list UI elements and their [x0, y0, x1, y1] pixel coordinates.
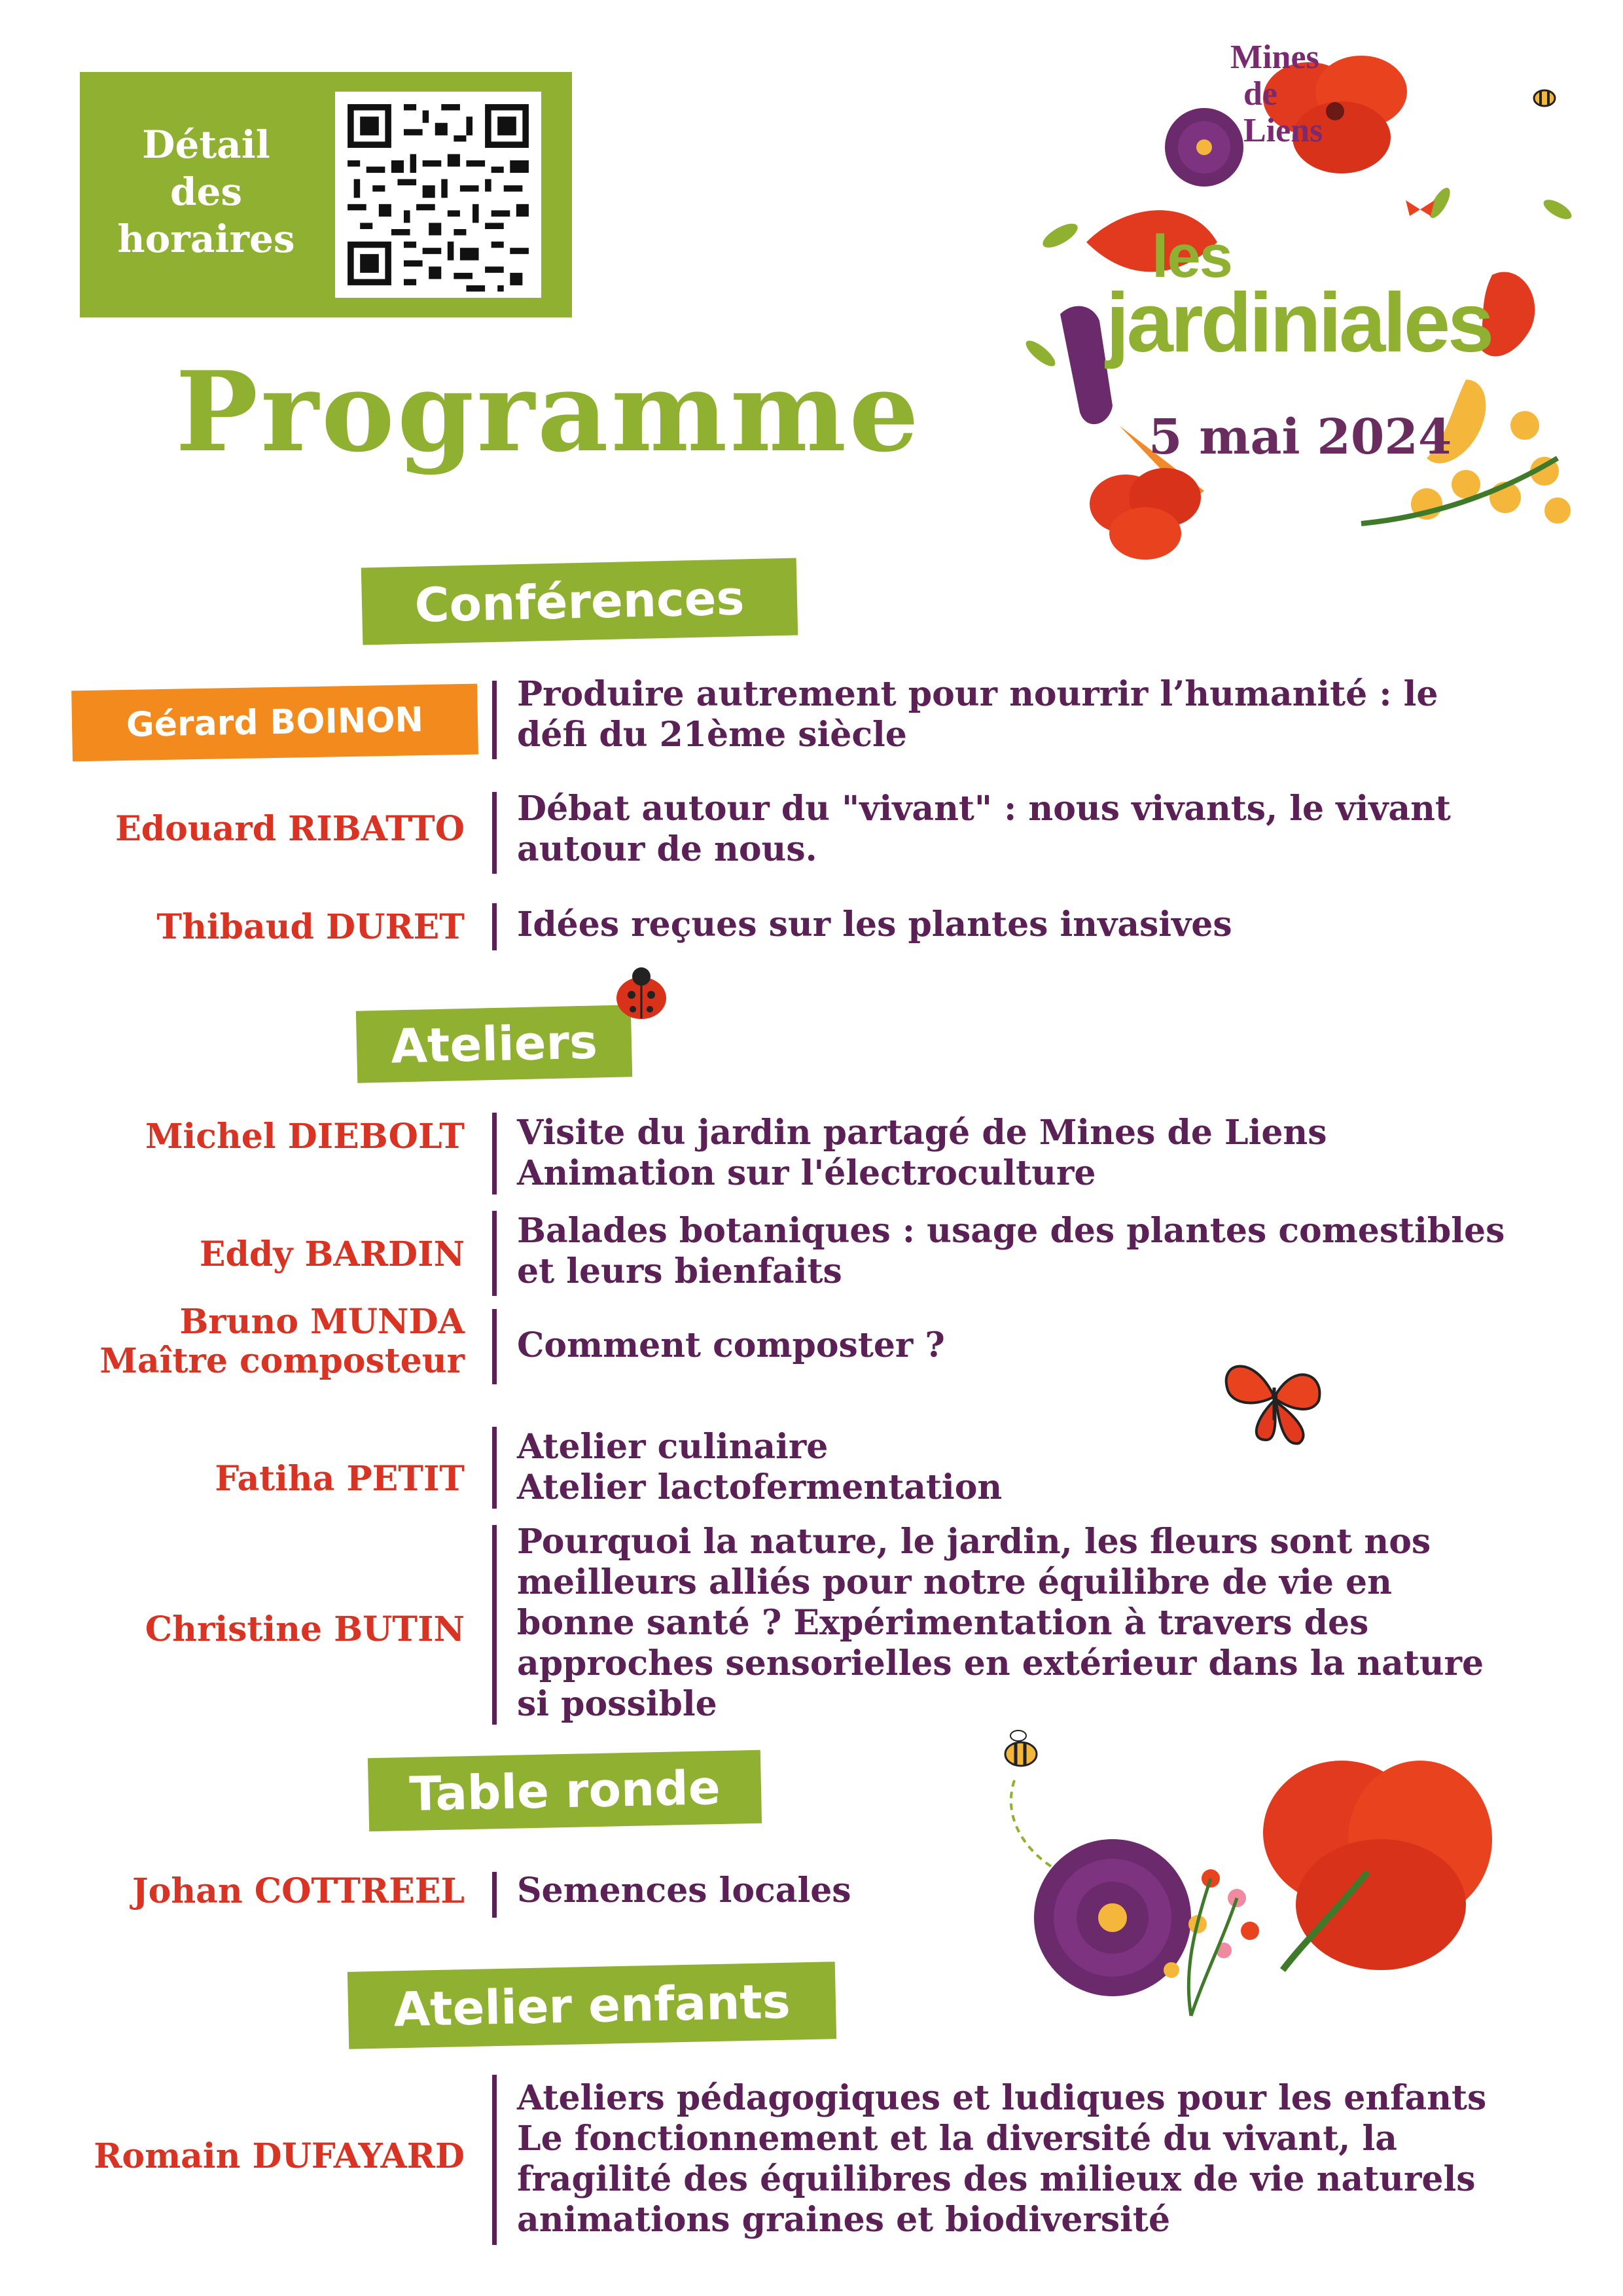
divider	[492, 1211, 497, 1296]
speaker-name: Christine BUTIN	[145, 1609, 465, 1649]
desc-line: Comment composter ?	[517, 1325, 945, 1365]
talk-description	[517, 789, 1551, 870]
divider	[492, 792, 497, 874]
section-atelier-enfants: Atelier enfants	[348, 1962, 836, 2049]
desc-line: Animation sur l'électroculture	[517, 1153, 1096, 1193]
workshop-description	[517, 1522, 1551, 1725]
divider	[492, 1872, 497, 1918]
desc-line: Atelier lactofermentation	[517, 1467, 1003, 1507]
desc-line: défi du 21ème siècle	[517, 715, 907, 755]
speaker-name: Romain DUFAYARD	[94, 2136, 465, 2176]
divider	[492, 1427, 497, 1509]
speaker-name: Eddy BARDIN	[199, 1234, 465, 1274]
desc-line: Semences locales	[517, 1871, 851, 1910]
ladybug-icon	[605, 962, 677, 1028]
roundtable-description	[517, 1871, 1551, 1911]
desc-line: bonne santé ? Expérimentation à travers des	[517, 1603, 1369, 1643]
brand-line: de Liens	[1243, 75, 1323, 149]
talk-description	[517, 674, 1551, 755]
desc-line: Produire autrement pour nourrir l’humanité : le	[517, 674, 1438, 714]
desc-line: Visite du jardin partagé de Mines de Liens	[517, 1113, 1327, 1153]
desc-line: et leurs bienfaits	[517, 1251, 842, 1291]
speaker-name: Fatiha PETIT	[215, 1459, 465, 1499]
desc-line: autour de nous.	[517, 829, 817, 869]
event-date: 5 mai 2024	[1149, 409, 1452, 465]
name-line: Maître composteur	[99, 1341, 465, 1381]
desc-line: Pourquoi la nature, le jardin, les fleurs sont nos	[517, 1522, 1431, 1562]
desc-line: approches sensorielles en extérieur dans la nature	[517, 1643, 1484, 1683]
schedule-qr-label	[98, 121, 314, 262]
speaker-name: Johan COTTREEL	[132, 1871, 465, 1911]
divider	[492, 903, 497, 950]
qr-label-line: des	[169, 170, 243, 214]
qr-code-icon[interactable]	[335, 92, 541, 298]
qr-label-line: horaires	[117, 217, 295, 261]
talk-description	[517, 905, 1551, 945]
desc-line: si possible	[517, 1684, 717, 1724]
workshop-description	[517, 1113, 1551, 1194]
logo-les: les	[1152, 223, 1232, 290]
workshop-description	[517, 1427, 1551, 1508]
divider	[492, 1525, 497, 1725]
desc-line: animations graines et biodiversité	[517, 2200, 1171, 2240]
divider	[492, 2075, 497, 2245]
desc-line: Atelier culinaire	[517, 1427, 829, 1467]
divider	[492, 1309, 497, 1384]
name-line: Bruno MUNDA	[179, 1302, 465, 1342]
speaker-name: Gérard BOINON	[71, 684, 478, 762]
speaker-name: Edouard RIBATTO	[115, 809, 465, 849]
section-table-ronde: Table ronde	[368, 1750, 762, 1832]
desc-line: fragilité des équilibres des milieux de vie naturels	[517, 2159, 1476, 2199]
divider	[492, 1113, 497, 1194]
desc-line: Le fonctionnement et la diversité du vivant, la	[517, 2119, 1397, 2159]
desc-line: Balades botaniques : usage des plantes comestibles	[517, 1211, 1505, 1251]
qr-label-line: Détail	[142, 122, 270, 167]
desc-line: Idées reçues sur les plantes invasives	[517, 905, 1232, 944]
mines-de-liens-logo	[1230, 39, 1361, 149]
speaker-name: Michel DIEBOLT	[145, 1117, 465, 1157]
brand-line: Mines	[1230, 39, 1319, 76]
desc-line: Débat autour du "vivant" : nous vivants, le vivant	[517, 789, 1451, 829]
workshop-description	[517, 1325, 1551, 1366]
workshop-description	[517, 1211, 1551, 1292]
logo-jardiniales: jardiniales	[1106, 276, 1492, 370]
section-ateliers: Ateliers	[356, 1005, 632, 1083]
desc-line: Ateliers pédagogiques et ludiques pour les enfants	[517, 2078, 1487, 2118]
section-conferences: Conférences	[361, 558, 798, 645]
kids-workshop-description	[517, 2078, 1551, 2240]
desc-line: meilleurs alliés pour notre équilibre de vie en	[517, 1562, 1392, 1602]
speaker-name-with-role	[99, 1302, 465, 1381]
page-title: Programme	[175, 347, 922, 476]
divider	[492, 681, 497, 759]
speaker-name: Thibaud DURET	[156, 907, 465, 947]
